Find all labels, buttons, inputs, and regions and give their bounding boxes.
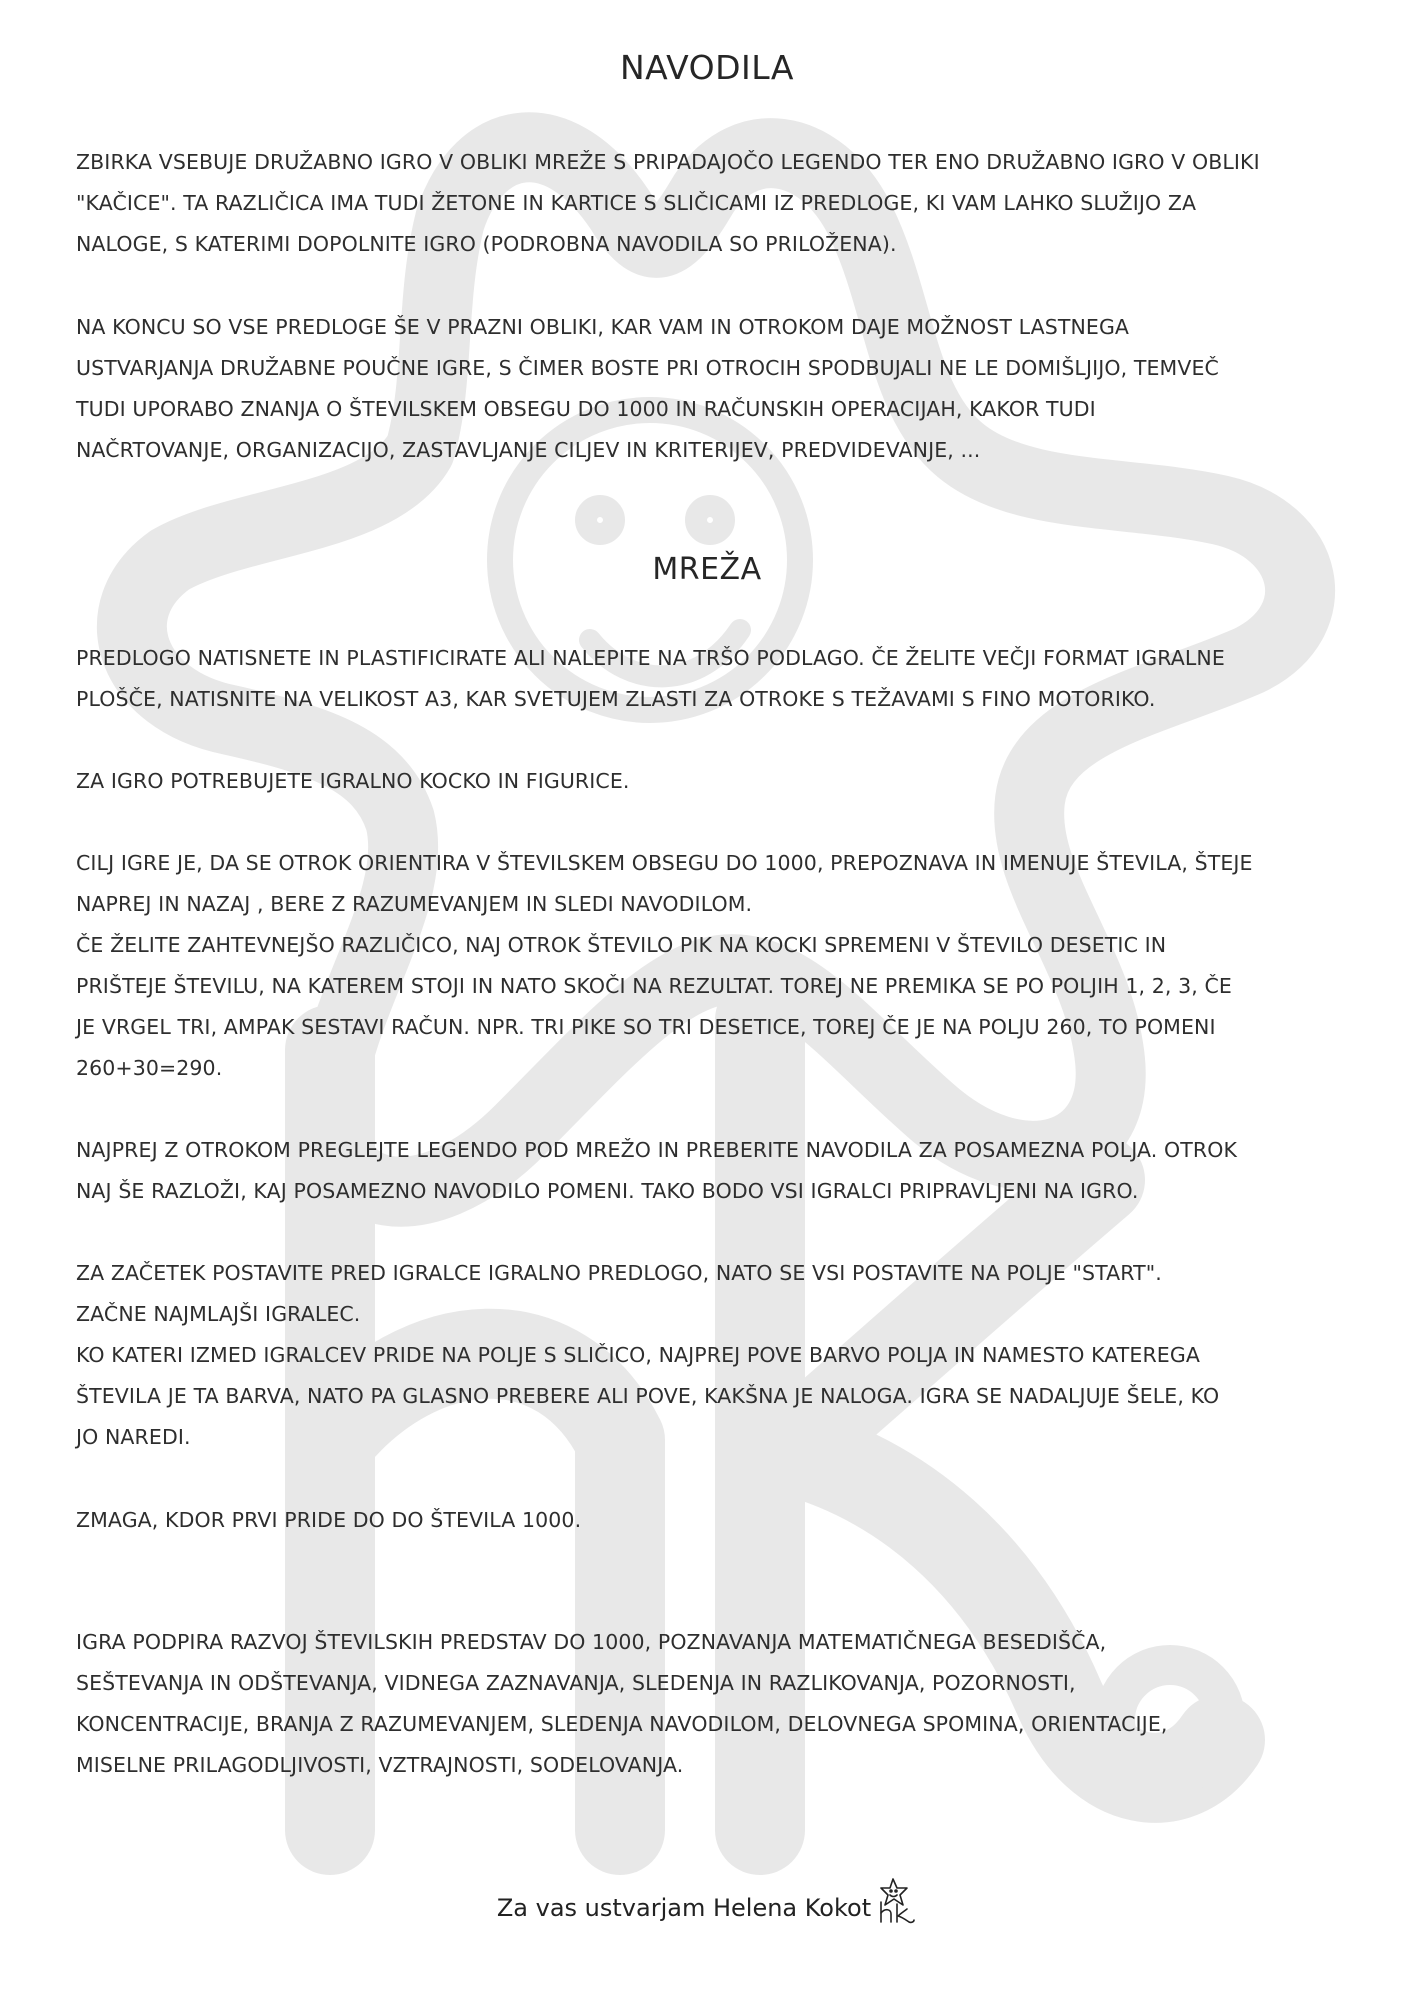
text-line: JO NAREDI.	[76, 1425, 191, 1449]
text-line: KONCENTRACIJE, BRANJA Z RAZUMEVANJEM, SLEDENJA NAVODILOM, DELOVNEGA SPOMINA, ORIENTACIJE,	[76, 1712, 1168, 1736]
text-line: ŠTEVILA JE TA BARVA, NATO PA GLASNO PREBERE ALI POVE, KAKŠNA JE NALOGA. IGRA SE NADALJUJE ŠELE, KO	[76, 1384, 1220, 1408]
paragraph-goal	[76, 843, 1346, 1089]
text-line: NALOGE, S KATERIMI DOPOLNITE IGRO (PODROBNA NAVODILA SO PRILOŽENA).	[76, 232, 897, 256]
text-line: "KAČICE". TA RAZLIČICA IMA TUDI ŽETONE IN KARTICE S SLIČICAMI IZ PREDLOGE, KI VAM LAHKO SLUŽIJO ZA	[76, 191, 1197, 215]
paragraph-skills	[76, 1622, 1346, 1786]
text-line: NA KONCU SO VSE PREDLOGE ŠE V PRAZNI OBLIKI, KAR VAM IN OTROKOM DAJE MOŽNOST LASTNEGA	[76, 315, 1130, 339]
page-title: NAVODILA	[620, 48, 794, 87]
text-line: CILJ IGRE JE, DA SE OTROK ORIENTIRA V ŠTEVILSKEM OBSEGU DO 1000, PREPOZNAVA IN IMENUJE ŠTEVILA, ŠTEJE	[76, 851, 1253, 875]
text-line: TUDI UPORABO ZNANJA O ŠTEVILSKEM OBSEGU DO 1000 IN RAČUNSKIH OPERACIJAH, KAKOR TUDI	[76, 397, 1096, 421]
paragraph-start	[76, 1253, 1346, 1458]
text-line: ZA IGRO POTREBUJETE IGRALNO KOCKO IN FIGURICE.	[76, 769, 630, 793]
paragraph-intro	[76, 142, 1346, 265]
section-title: MREŽA	[652, 552, 762, 587]
text-line: ZAČNE NAJMLAJŠI IGRALEC.	[76, 1302, 361, 1326]
text-line: MISELNE PRILAGODLJIVOSTI, VZTRAJNOSTI, SODELOVANJA.	[76, 1753, 684, 1777]
text-line: ZA ZAČETEK POSTAVITE PRED IGRALCE IGRALNO PREDLOGO, NATO SE VSI POSTAVITE NA POLJE "START".	[76, 1261, 1162, 1285]
paragraph-legend	[76, 1130, 1346, 1212]
star-hk-logo-icon	[873, 1876, 917, 1924]
paragraph-win	[76, 1500, 1346, 1541]
text-line: ČE ŽELITE ZAHTEVNEJŠO RAZLIČICO, NAJ OTROK ŠTEVILO PIK NA KOCKI SPREMENI V ŠTEVILO DESETIC IN	[76, 933, 1167, 957]
text-line: PRIŠTEJE ŠTEVILU, NA KATEREM STOJI IN NATO SKOČI NA REZULTAT. TOREJ NE PREMIKA SE PO POLJIH 1, 2, 3, ČE	[76, 974, 1232, 998]
text-line: NAPREJ IN NAZAJ , BERE Z RAZUMEVANJEM IN SLEDI NAVODILOM.	[76, 892, 753, 916]
text-line: ZMAGA, KDOR PRVI PRIDE DO DO ŠTEVILA 1000.	[76, 1508, 582, 1532]
text-line: IGRA PODPIRA RAZVOJ ŠTEVILSKIH PREDSTAV DO 1000, POZNAVANJA MATEMATIČNEGA BESEDIŠČA,	[76, 1630, 1107, 1654]
text-line: NAJPREJ Z OTROKOM PREGLEJTE LEGENDO POD MREŽO IN PREBERITE NAVODILA ZA POSAMEZNA POLJA. OTROK	[76, 1138, 1238, 1162]
text-line: 260+30=290.	[76, 1056, 223, 1080]
paragraph-print	[76, 638, 1346, 720]
text-line: PLOŠČE, NATISNITE NA VELIKOST A3, KAR SVETUJEM ZLASTI ZA OTROKE S TEŽAVAMI S FINO MOTORIKO.	[76, 687, 1156, 711]
footer-credit: Za vas ustvarjam Helena Kokot	[496, 1894, 872, 1922]
text-line: JE VRGEL TRI, AMPAK SESTAVI RAČUN. NPR. TRI PIKE SO TRI DESETICE, TOREJ ČE JE NA POLJU 260, TO POMENI	[76, 1015, 1216, 1039]
text-line: SEŠTEVANJA IN ODŠTEVANJA, VIDNEGA ZAZNAVANJA, SLEDENJA IN RAZLIKOVANJA, POZORNOSTI,	[76, 1671, 1076, 1695]
paragraph-templates	[76, 307, 1346, 471]
text-line: USTVARJANJA DRUŽABNE POUČNE IGRE, S ČIMER BOSTE PRI OTROCIH SPODBUJALI NE LE DOMIŠLJIJO, TEMVEČ	[76, 356, 1219, 380]
paragraph-equipment	[76, 761, 1346, 802]
text-line: PREDLOGO NATISNETE IN PLASTIFICIRATE ALI NALEPITE NA TRŠO PODLAGO. ČE ŽELITE VEČJI FORMAT IGRALNE	[76, 646, 1225, 670]
text-line: NAJ ŠE RAZLOŽI, KAJ POSAMEZNO NAVODILO POMENI. TAKO BODO VSI IGRALCI PRIPRAVLJENI NA IGRO.	[76, 1179, 1139, 1203]
text-line: ZBIRKA VSEBUJE DRUŽABNO IGRO V OBLIKI MREŽE S PRIPADAJOČO LEGENDO TER ENO DRUŽABNO IGRO V OBLIKI	[76, 150, 1260, 174]
footer	[0, 1876, 1414, 1924]
text-line: NAČRTOVANJE, ORGANIZACIJO, ZASTAVLJANJE CILJEV IN KRITERIJEV, PREDVIDEVANJE, ...	[76, 438, 981, 462]
text-line: KO KATERI IZMED IGRALCEV PRIDE NA POLJE S SLIČICO, NAJPREJ POVE BARVO POLJA IN NAMESTO KATEREGA	[76, 1343, 1200, 1367]
